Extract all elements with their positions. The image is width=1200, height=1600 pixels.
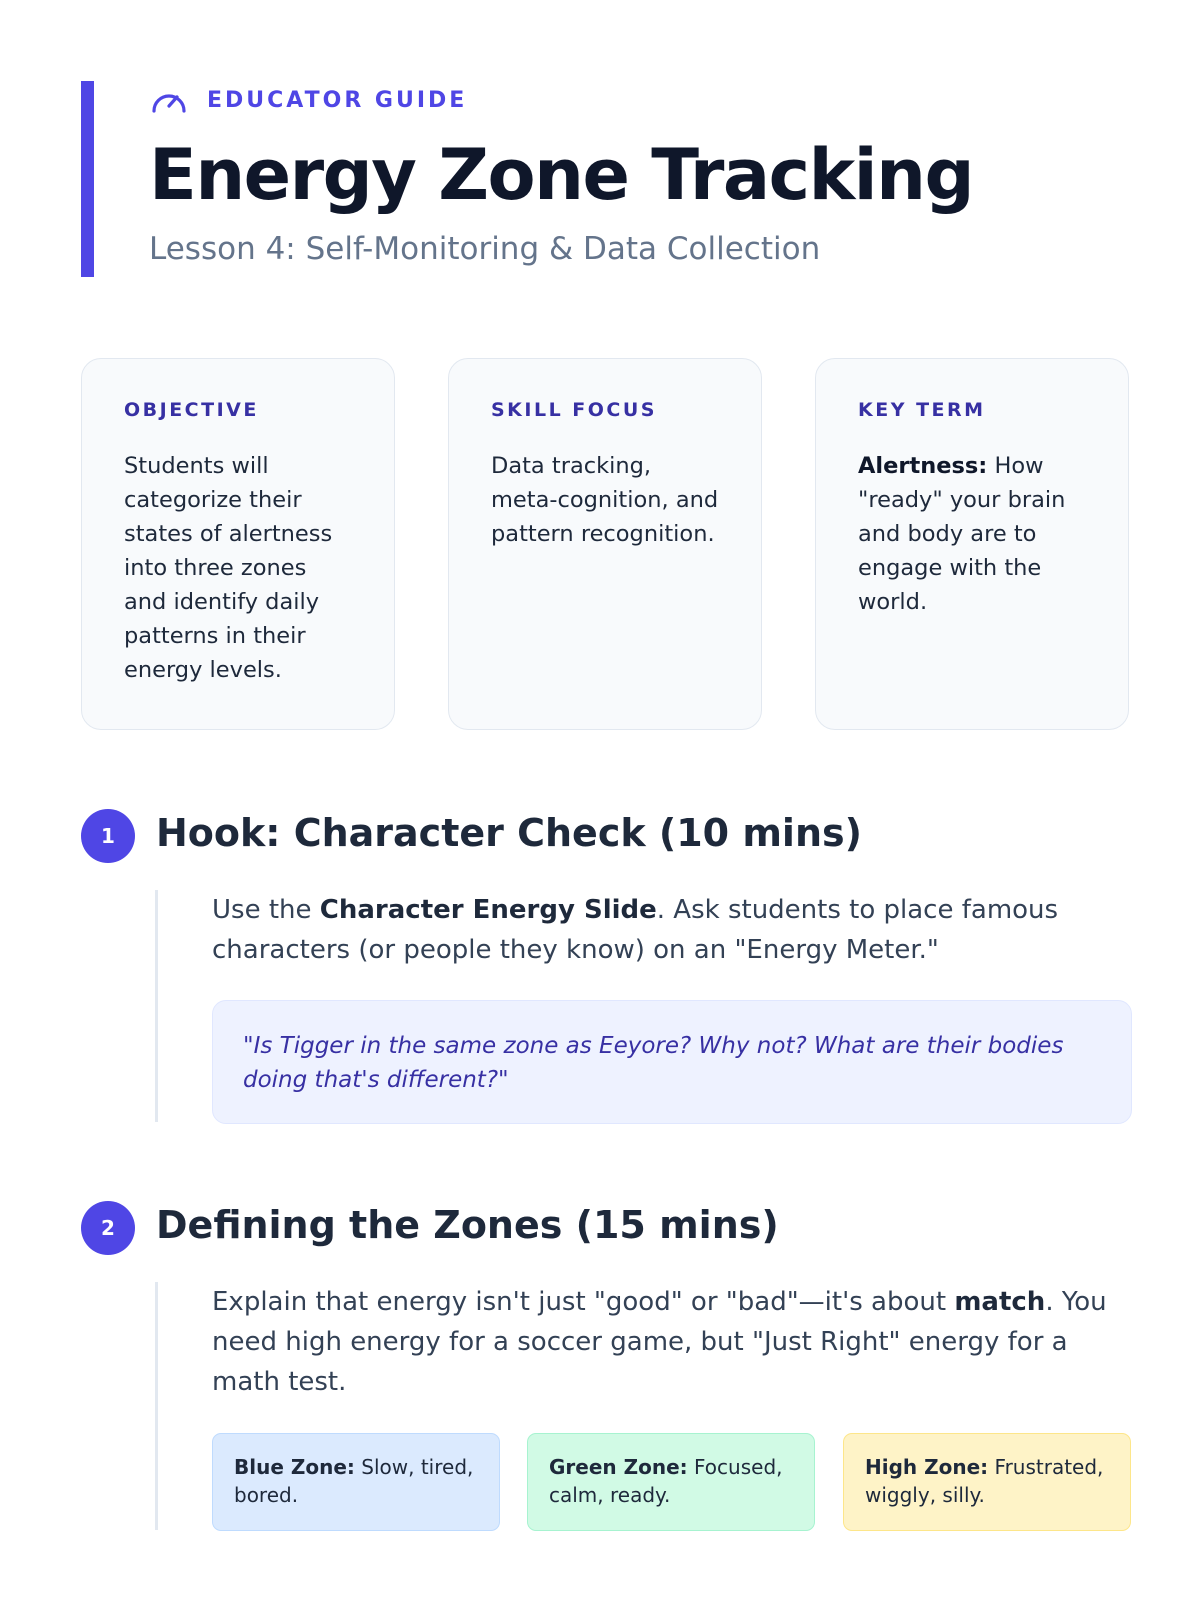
blue-zone-card [212, 1433, 500, 1531]
zone-description: Focused, calm, ready. [549, 1455, 783, 1507]
section-divider [155, 1282, 158, 1530]
card-body: Data tracking, meta-cognition, and pattern recognition. [491, 453, 719, 547]
page-title: Energy Zone Tracking [149, 134, 974, 216]
zone-description: Frustrated, wiggly, silly. [865, 1455, 1104, 1507]
section-text-bold: Character Energy Slide [319, 895, 657, 925]
card-body: Students will categorize their states of alertness into three zones and identify daily patterns in their energy levels. [124, 453, 333, 683]
section-text [212, 1282, 1132, 1402]
section-divider [155, 890, 158, 1122]
page-subtitle: Lesson 4: Self-Monitoring & Data Collection [149, 231, 821, 267]
lesson-header [81, 81, 1141, 277]
card-label: SKILL FOCUS [491, 399, 657, 421]
card-label: KEY TERM [858, 399, 986, 421]
section-title: Hook: Character Check (10 mins) [156, 811, 862, 855]
discussion-quote: "Is Tigger in the same zone as Eeyore? Why not? What are their bodies doing that's different?" [212, 1000, 1132, 1124]
section-text [212, 890, 1132, 970]
skill-focus-card [448, 358, 762, 730]
section-text-part: . You need high energy for a soccer game, but "Just Right" energy for a math test. [212, 1287, 1107, 1397]
zone-name: High Zone: [865, 1455, 989, 1479]
card-body [858, 449, 1088, 619]
speedometer-icon [149, 83, 189, 117]
eyebrow [149, 83, 467, 117]
zone-name: Green Zone: [549, 1455, 688, 1479]
eyebrow-label: EDUCATOR GUIDE [207, 87, 468, 113]
section-text-bold: match [954, 1287, 1046, 1317]
high-zone-card [843, 1433, 1131, 1531]
card-label: OBJECTIVE [124, 399, 259, 421]
section-number-badge: 1 [81, 809, 135, 863]
section-text-part: . Ask students to place famous characters (or people they know) on an "Energy Meter." [212, 895, 1059, 965]
section-text-part: Explain that energy isn't just "good" or "bad"—it's about [212, 1287, 947, 1317]
key-term-card [815, 358, 1129, 730]
green-zone-card [527, 1433, 815, 1531]
section-text-part: Use the [212, 895, 312, 925]
key-term-definition: How "ready" your brain and body are to engage with the world. [858, 453, 1066, 615]
key-term: Alertness: [858, 453, 988, 479]
section-number-badge: 2 [81, 1201, 135, 1255]
zone-description: Slow, tired, bored. [234, 1455, 474, 1507]
objective-card [81, 358, 395, 730]
section-title: Defining the Zones (15 mins) [156, 1203, 779, 1247]
zone-name: Blue Zone: [234, 1455, 355, 1479]
